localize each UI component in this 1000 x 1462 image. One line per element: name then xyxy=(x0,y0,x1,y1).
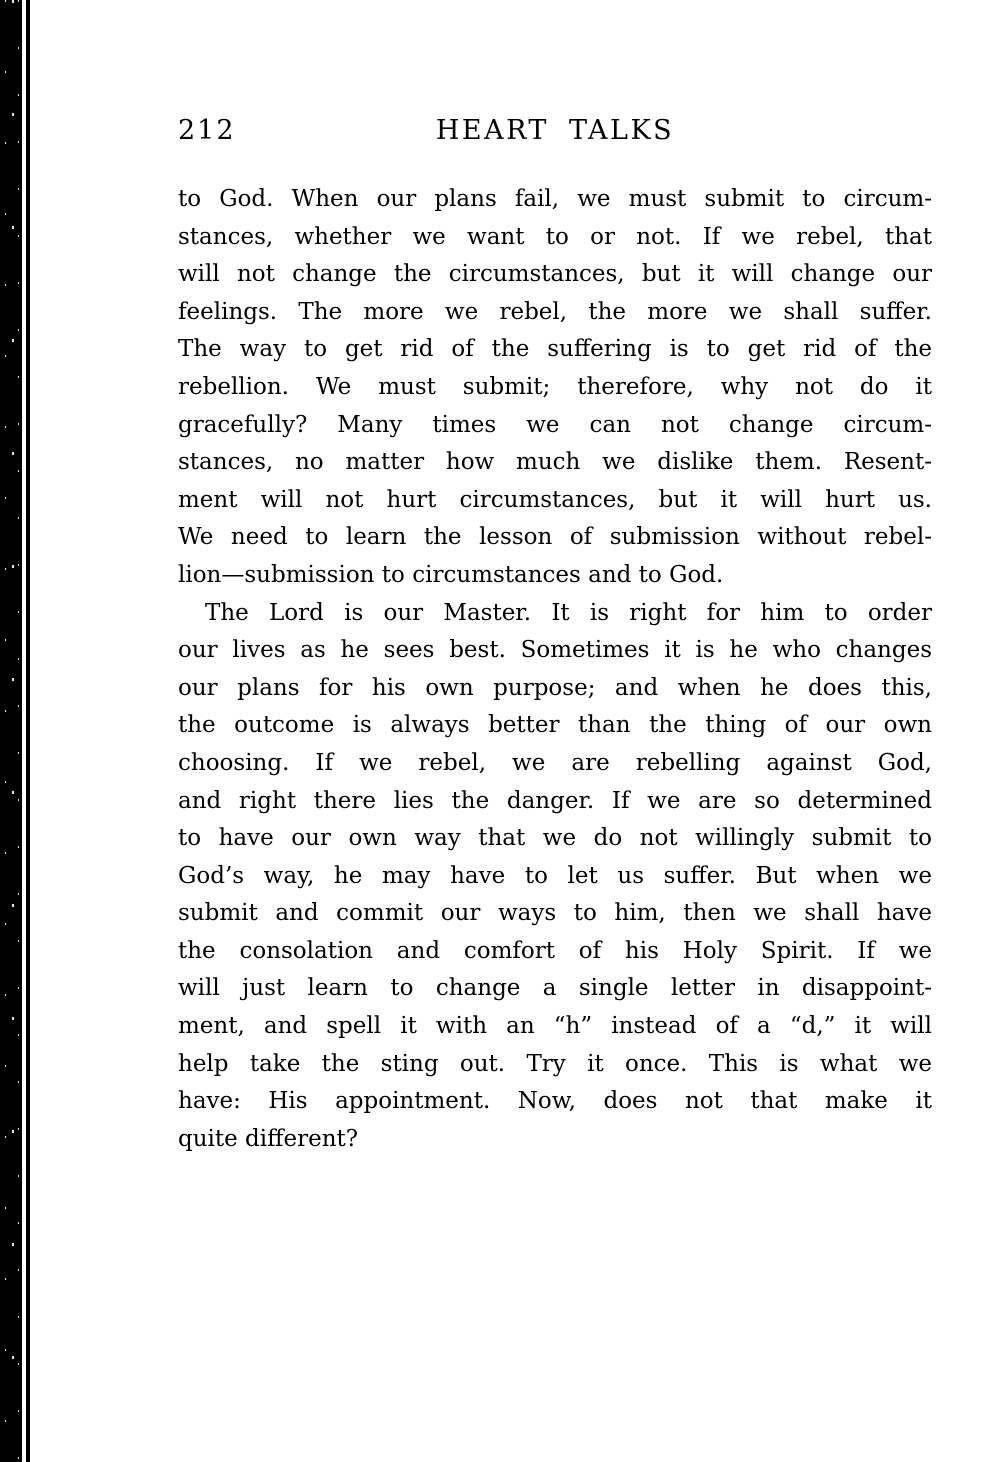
text-line: feelings. The more we rebel, the more we shall suffer. xyxy=(178,298,932,325)
text-line: will not change the circumstances, but it will change our xyxy=(178,261,932,288)
text-line: We need to learn the lesson of submission without rebel- xyxy=(178,524,932,551)
text-line: The way to get rid of the suffering is to get rid of the xyxy=(178,336,932,363)
text-line: The Lord is our Master. It is right for him to order xyxy=(205,599,932,626)
page-header xyxy=(178,112,932,150)
page-sheet xyxy=(178,112,932,1158)
text-line: to have our own way that we do not willingly submit to xyxy=(178,825,932,852)
text-line: stances, whether we want to or not. If we rebel, that xyxy=(178,223,932,250)
paragraph xyxy=(178,181,932,595)
text-line: the outcome is always better than the thing of our own xyxy=(178,712,932,739)
text-line: lion—submission to circumstances and to God. xyxy=(178,561,724,588)
running-title: HEART TALKS xyxy=(435,115,675,146)
text-line: will just learn to change a single letter in disappoint- xyxy=(178,975,932,1002)
text-line: to God. When our plans fail, we must submit to circum- xyxy=(178,186,932,212)
text-line: ment will not hurt circumstances, but it will hurt us. xyxy=(178,486,932,513)
text-line: ment, and spell it with an “h” instead of a “d,” it will xyxy=(178,1013,932,1040)
text-line: rebellion. We must submit; therefore, why not do it xyxy=(178,373,932,400)
text-line: help take the sting out. Try it once. This is what we xyxy=(178,1050,932,1077)
text-line: quite different? xyxy=(178,1125,359,1152)
text-line: stances, no matter how much we dislike them. Resent- xyxy=(178,449,932,476)
text-line: have: His appointment. Now, does not that make it xyxy=(178,1088,932,1115)
text-line: and right there lies the danger. If we are so determined xyxy=(178,787,932,814)
text-line: our plans for his own purpose; and when he does this, xyxy=(178,674,932,701)
text-line: submit and commit our ways to him, then we shall have xyxy=(178,900,932,927)
page-number: 212 xyxy=(178,115,236,146)
paragraph xyxy=(178,595,932,1159)
book-gutter-shadow xyxy=(0,0,30,1462)
text-line: gracefully? Many times we can not change circum- xyxy=(178,411,932,438)
text-line: our lives as he sees best. Sometimes it is he who changes xyxy=(178,637,932,664)
page-text xyxy=(178,181,932,1158)
text-line: the consolation and comfort of his Holy Spirit. If we xyxy=(178,937,932,964)
text-line: God’s way, he may have to let us suffer. But when we xyxy=(178,862,932,889)
text-line: choosing. If we rebel, we are rebelling against God, xyxy=(178,749,932,776)
